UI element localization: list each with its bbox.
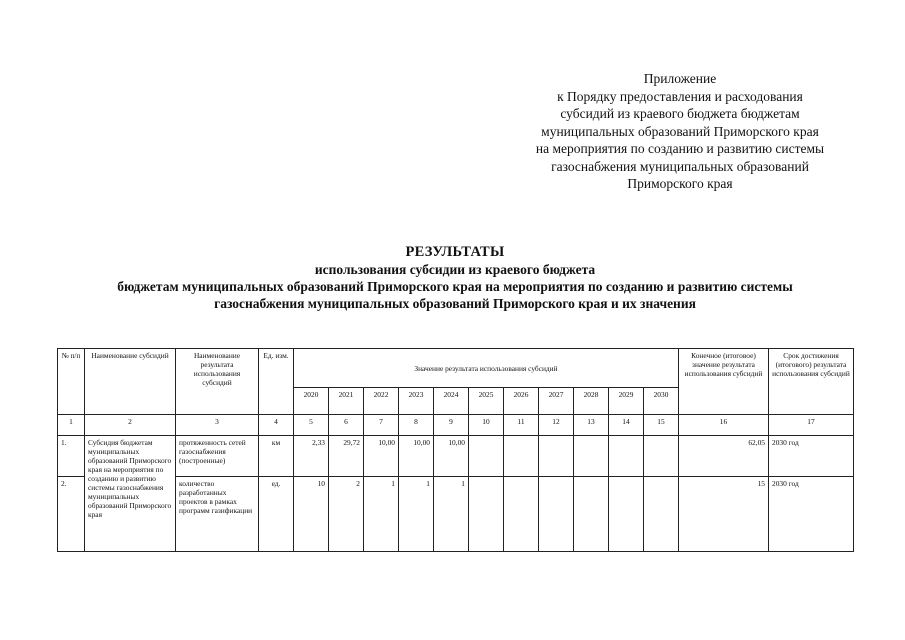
appendix-line: газоснабжения муниципальных образований [551, 158, 809, 174]
column-number: 14 [609, 415, 644, 436]
header-values: Значение результата использования субсидий [294, 349, 679, 388]
row-value: 1 [434, 477, 469, 552]
appendix-line: Приморского края [627, 176, 733, 191]
year-header: 2027 [539, 388, 574, 415]
row-deadline: 2030 год [769, 477, 854, 552]
year-header: 2024 [434, 388, 469, 415]
row-num: 1. [58, 436, 85, 477]
column-number: 17 [769, 415, 854, 436]
header-name: Наименование субсидий [85, 349, 176, 415]
row-num: 2. [58, 477, 85, 552]
row-value: 10,00 [364, 436, 399, 477]
header-num: № п/п [58, 349, 85, 415]
column-number: 5 [294, 415, 329, 436]
title-main: РЕЗУЛЬТАТЫ [405, 244, 505, 260]
row-value [539, 477, 574, 552]
column-number: 9 [434, 415, 469, 436]
row-value: 1 [399, 477, 434, 552]
year-header: 2030 [644, 388, 679, 415]
year-header: 2021 [329, 388, 364, 415]
appendix-line: Приложение [643, 71, 717, 86]
row-value [644, 436, 679, 477]
row-final-value: 62,05 [679, 436, 769, 477]
column-number: 3 [176, 415, 259, 436]
column-number: 4 [259, 415, 294, 436]
row-value: 1 [364, 477, 399, 552]
row-value [609, 436, 644, 477]
column-number: 16 [679, 415, 769, 436]
header-unit: Ед. изм. [259, 349, 294, 415]
row-result-name: количество разработанных проектов в рамках программ газификации [176, 477, 259, 552]
row-value [574, 436, 609, 477]
title-line: бюджетам муниципальных образований Приморского края на мероприятия по созданию и развитию системы [117, 279, 793, 294]
appendix-line: к Порядку предоставления и расходования [557, 88, 803, 104]
row-value: 29,72 [329, 436, 364, 477]
document-title [40, 244, 870, 312]
row-value: 10,00 [399, 436, 434, 477]
year-header: 2022 [364, 388, 399, 415]
appendix-line: муниципальных образований Приморского края [541, 123, 819, 139]
title-line: использования субсидии из краевого бюджета [314, 262, 596, 277]
row-unit: ед. [259, 477, 294, 552]
appendix-line: субсидий из краевого бюджета бюджетам [560, 106, 800, 121]
appendix-line: на мероприятия по созданию и развитию системы [535, 141, 825, 156]
column-number: 6 [329, 415, 364, 436]
appendix-header [500, 70, 860, 193]
row-value: 2,33 [294, 436, 329, 477]
header-row [58, 349, 854, 388]
row-value [469, 477, 504, 552]
column-number: 1 [58, 415, 85, 436]
row-value [609, 477, 644, 552]
year-header: 2025 [469, 388, 504, 415]
column-number: 13 [574, 415, 609, 436]
column-number: 10 [469, 415, 504, 436]
column-number: 2 [85, 415, 176, 436]
row-value: 10 [294, 477, 329, 552]
row-value: 2 [329, 477, 364, 552]
row-subsidy-name: Субсидия бюджетам муниципальных образований Приморского края на мероприятия по созданию и развитию системы газоснабжения муниципальных образований Приморского края [85, 436, 176, 552]
title-line: газоснабжения муниципальных образований Приморского края и их значения [214, 296, 696, 311]
results-table [57, 348, 854, 552]
column-number: 15 [644, 415, 679, 436]
table-row [58, 477, 854, 552]
year-header: 2020 [294, 388, 329, 415]
header-result: Наименование результата использования субсидий [176, 349, 259, 415]
row-unit: км [259, 436, 294, 477]
row-value [539, 436, 574, 477]
column-number: 7 [364, 415, 399, 436]
row-value: 10,00 [434, 436, 469, 477]
row-value [469, 436, 504, 477]
row-result-name: протяженность сетей газоснабжения (построенные) [176, 436, 259, 477]
year-header: 2029 [609, 388, 644, 415]
year-header: 2028 [574, 388, 609, 415]
header-final: Конечное (итоговое) значение результата использования субсидий [679, 349, 769, 415]
row-value [574, 477, 609, 552]
table-row [58, 436, 854, 477]
row-final-value: 15 [679, 477, 769, 552]
year-header: 2026 [504, 388, 539, 415]
row-value [644, 477, 679, 552]
row-value [504, 477, 539, 552]
year-header: 2023 [399, 388, 434, 415]
column-numbers-row [58, 415, 854, 436]
header-deadline: Срок достижения (итогового) результата использования субсидий [769, 349, 854, 415]
column-number: 11 [504, 415, 539, 436]
row-deadline: 2030 год [769, 436, 854, 477]
column-number: 8 [399, 415, 434, 436]
row-value [504, 436, 539, 477]
column-number: 12 [539, 415, 574, 436]
